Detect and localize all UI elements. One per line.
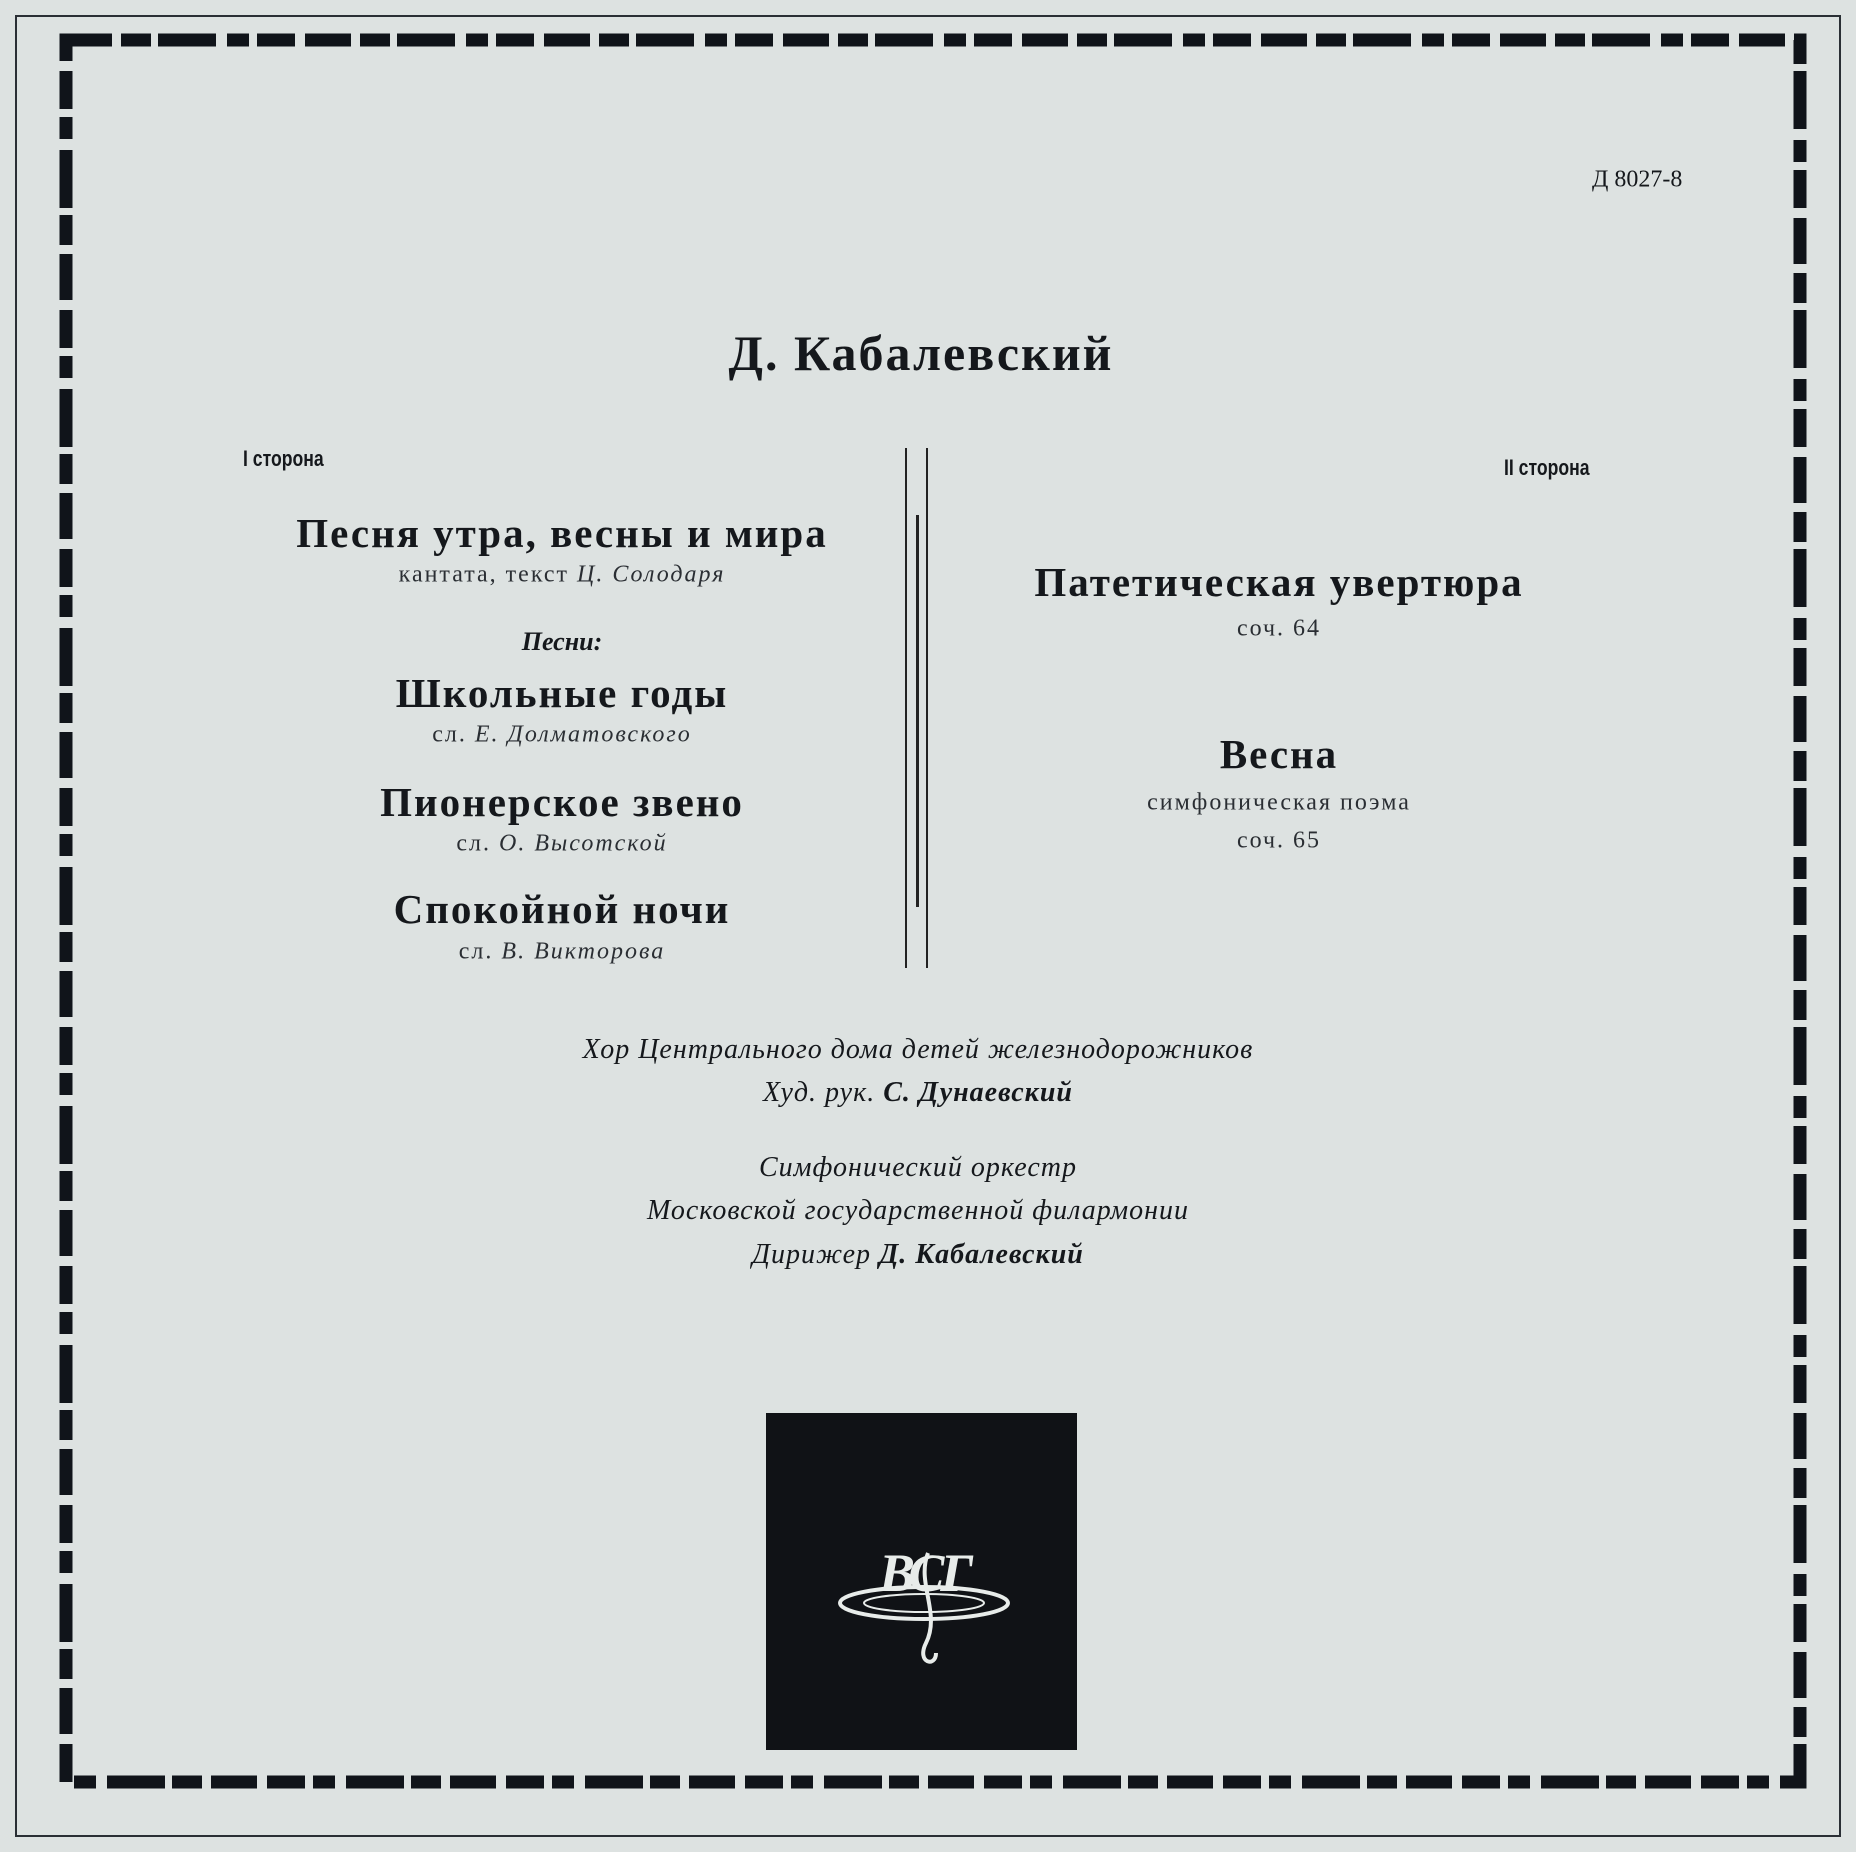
work-subtitle: сл. В. Викторова xyxy=(458,938,666,965)
work-subtitle: сл. О. Высотской xyxy=(456,830,668,857)
side2-label: II сторона xyxy=(1504,455,1590,480)
work-title: Школьные годы xyxy=(395,670,729,716)
orchestra-credit: Московской государственной филармонии xyxy=(646,1195,1190,1226)
work-subtitle: кантата, текст Ц. Солодаря xyxy=(398,561,726,588)
work-subtitle: сл. Е. Долматовского xyxy=(432,721,692,748)
work-opus: соч. 64 xyxy=(1236,615,1322,642)
work-title: Весна xyxy=(1219,731,1339,777)
work-title: Песня утра, весны и мира xyxy=(296,510,828,556)
work-subtitle: симфоническая поэма xyxy=(1147,789,1411,816)
conductor-credit: Дирижер Д. Кабалевский xyxy=(752,1239,1084,1270)
work-title: Патетическая увертюра xyxy=(1034,559,1524,605)
work-title: Спокойной ночи xyxy=(393,886,731,932)
orchestra-credit: Симфонический оркестр xyxy=(759,1152,1077,1183)
work-opus: соч. 65 xyxy=(1236,827,1322,854)
songs-heading: Песни: xyxy=(521,627,603,656)
choir-credit: Хор Центрального дома детей железнодорожников xyxy=(582,1034,1254,1065)
work-title: Пионерское звено xyxy=(380,779,744,825)
svg-text:ВСГ: ВСГ xyxy=(878,1543,970,1603)
composer-title: Д. Кабалевский xyxy=(728,325,1114,381)
side1-label: I сторона xyxy=(243,446,324,471)
choir-director-credit: Худ. рук. С. Дунаевский xyxy=(762,1077,1074,1108)
catalog-number: Д 8027-8 xyxy=(1592,166,1683,193)
vsg-logo-icon xyxy=(766,1413,1077,1750)
label-logo xyxy=(766,1413,1077,1750)
